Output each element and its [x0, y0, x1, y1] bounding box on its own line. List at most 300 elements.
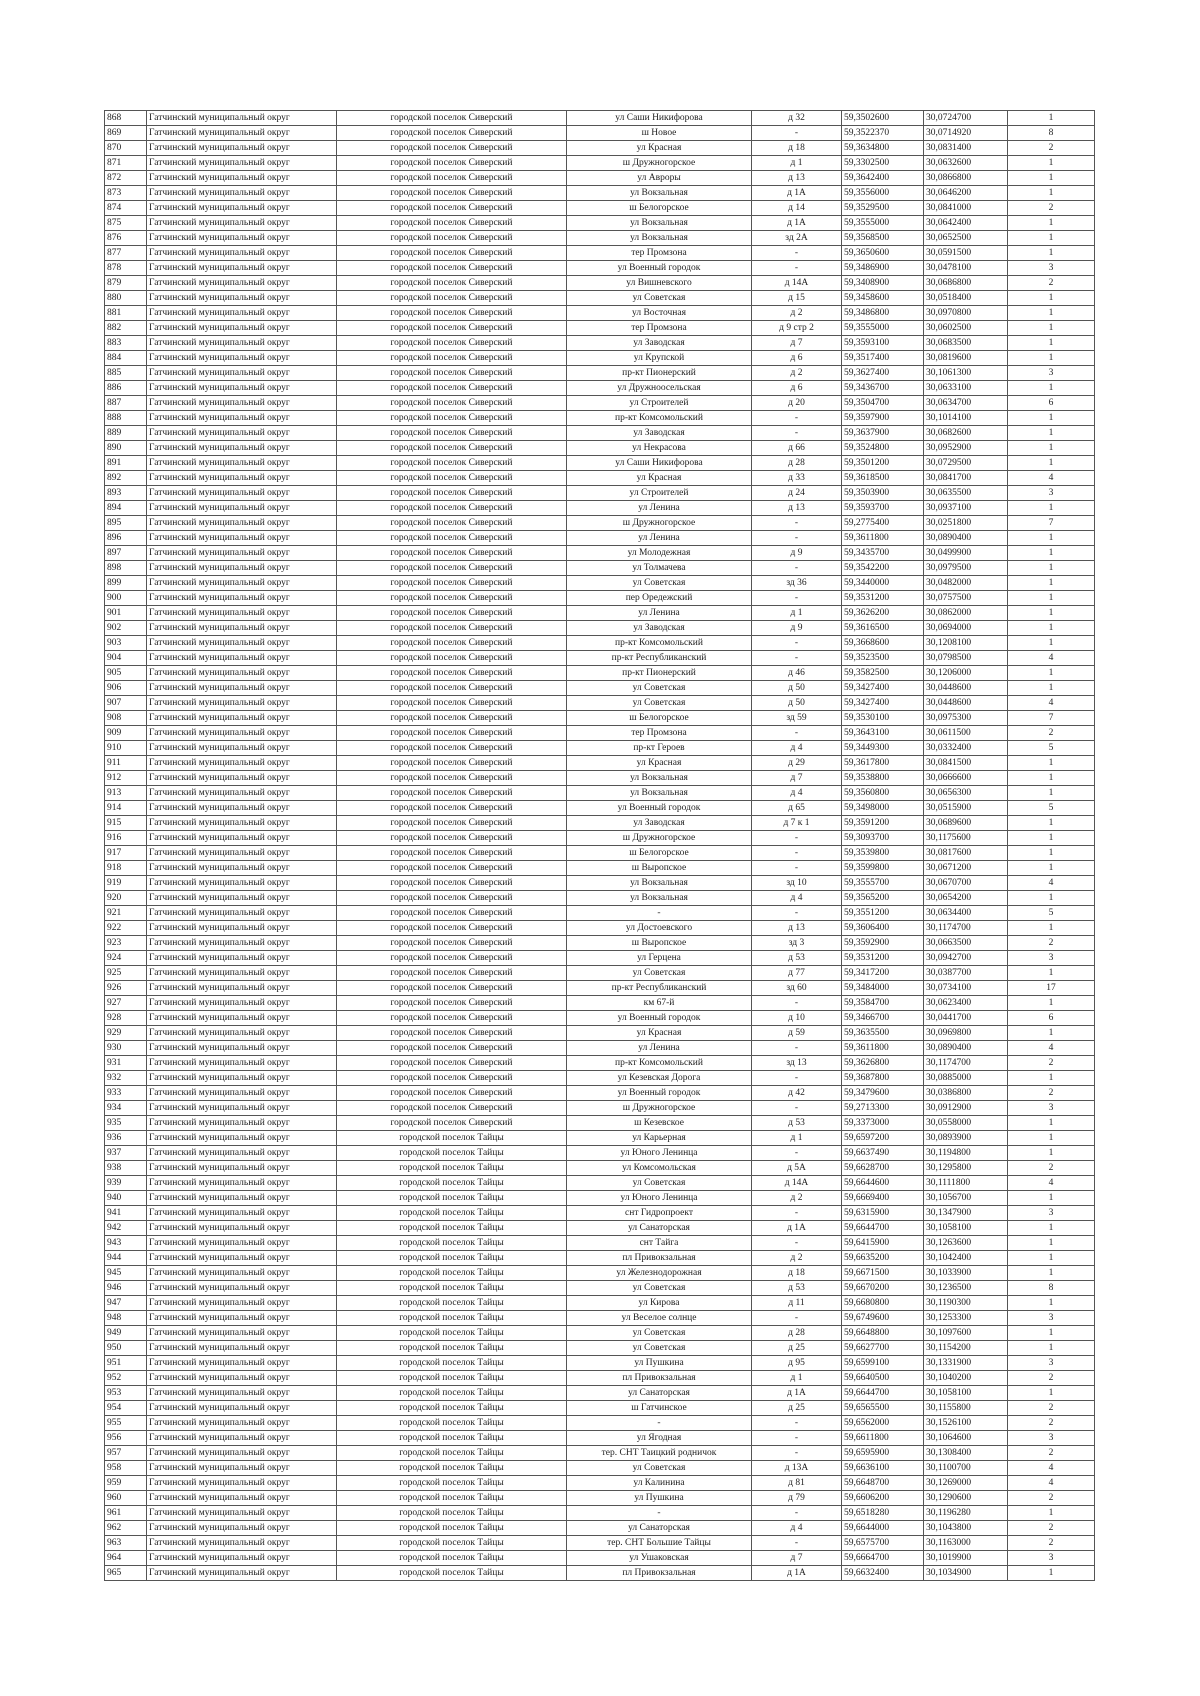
district-cell: Гатчинский муниципальный округ [147, 726, 337, 741]
district-cell: Гатчинский муниципальный округ [147, 786, 337, 801]
latitude-cell: 59,3440000 [842, 576, 924, 591]
street-cell: ул Кирова [567, 1296, 752, 1311]
longitude-cell: 30,1196280 [924, 1506, 1008, 1521]
street-cell: ш Новое [567, 126, 752, 141]
house-cell: д 53 [752, 951, 842, 966]
street-cell: ул Вокзальная [567, 891, 752, 906]
count-cell: 1 [1008, 246, 1095, 261]
district-cell: Гатчинский муниципальный округ [147, 1221, 337, 1236]
house-cell: д 1 [752, 606, 842, 621]
row-number: 917 [105, 846, 147, 861]
count-cell: 2 [1008, 1401, 1095, 1416]
district-cell: Гатчинский муниципальный округ [147, 456, 337, 471]
count-cell: 5 [1008, 801, 1095, 816]
table-row [105, 366, 1095, 381]
count-cell: 1 [1008, 1131, 1095, 1146]
district-cell: Гатчинский муниципальный округ [147, 846, 337, 861]
house-cell: д 7 к 1 [752, 816, 842, 831]
row-number: 879 [105, 276, 147, 291]
settlement-cell: городской поселок Сиверский [337, 1011, 567, 1026]
table-row [105, 546, 1095, 561]
street-cell: ул Военный городок [567, 1086, 752, 1101]
row-number: 945 [105, 1266, 147, 1281]
row-number: 870 [105, 141, 147, 156]
row-number: 922 [105, 921, 147, 936]
longitude-cell: 30,0912900 [924, 1101, 1008, 1116]
row-number: 925 [105, 966, 147, 981]
longitude-cell: 30,0819600 [924, 351, 1008, 366]
district-cell: Гатчинский муниципальный округ [147, 741, 337, 756]
settlement-cell: городской поселок Сиверский [337, 1026, 567, 1041]
latitude-cell: 59,3599800 [842, 861, 924, 876]
latitude-cell: 59,6518280 [842, 1506, 924, 1521]
count-cell: 1 [1008, 591, 1095, 606]
count-cell: 2 [1008, 1521, 1095, 1536]
street-cell: ул Вишневского [567, 276, 752, 291]
district-cell: Гатчинский муниципальный округ [147, 1116, 337, 1131]
house-cell: - [752, 561, 842, 576]
count-cell: 1 [1008, 996, 1095, 1011]
longitude-cell: 30,0671200 [924, 861, 1008, 876]
longitude-cell: 30,1056700 [924, 1191, 1008, 1206]
row-number: 957 [105, 1446, 147, 1461]
row-number: 942 [105, 1221, 147, 1236]
row-number: 956 [105, 1431, 147, 1446]
count-cell: 1 [1008, 1566, 1095, 1581]
district-cell: Гатчинский муниципальный округ [147, 1101, 337, 1116]
count-cell: 1 [1008, 576, 1095, 591]
district-cell: Гатчинский муниципальный округ [147, 1536, 337, 1551]
longitude-cell: 30,0666600 [924, 771, 1008, 786]
house-cell: д 46 [752, 666, 842, 681]
settlement-cell: городской поселок Сиверский [337, 591, 567, 606]
count-cell: 1 [1008, 1236, 1095, 1251]
settlement-cell: городской поселок Сиверский [337, 1116, 567, 1131]
table-row [105, 351, 1095, 366]
district-cell: Гатчинский муниципальный округ [147, 1491, 337, 1506]
street-cell: ул Герцена [567, 951, 752, 966]
table-row [105, 1371, 1095, 1386]
longitude-cell: 30,0866800 [924, 171, 1008, 186]
street-cell: ул Заводская [567, 816, 752, 831]
district-cell: Гатчинский муниципальный округ [147, 1251, 337, 1266]
settlement-cell: городской поселок Сиверский [337, 801, 567, 816]
district-cell: Гатчинский муниципальный округ [147, 546, 337, 561]
latitude-cell: 59,6565500 [842, 1401, 924, 1416]
street-cell: пл Привокзальная [567, 1566, 752, 1581]
street-cell: ш Гатчинское [567, 1401, 752, 1416]
house-cell: д 14А [752, 1176, 842, 1191]
longitude-cell: 30,0970800 [924, 306, 1008, 321]
district-cell: Гатчинский муниципальный округ [147, 291, 337, 306]
latitude-cell: 59,6611800 [842, 1431, 924, 1446]
row-number: 891 [105, 456, 147, 471]
latitude-cell: 59,3568500 [842, 231, 924, 246]
district-cell: Гатчинский муниципальный округ [147, 951, 337, 966]
count-cell: 2 [1008, 1491, 1095, 1506]
district-cell: Гатчинский муниципальный округ [147, 141, 337, 156]
count-cell: 8 [1008, 126, 1095, 141]
table-row [105, 801, 1095, 816]
street-cell: тер. СНТ Большие Тайцы [567, 1536, 752, 1551]
count-cell: 1 [1008, 531, 1095, 546]
latitude-cell: 59,3531200 [842, 591, 924, 606]
count-cell: 4 [1008, 1176, 1095, 1191]
latitude-cell: 59,3668600 [842, 636, 924, 651]
longitude-cell: 30,1295800 [924, 1161, 1008, 1176]
settlement-cell: городской поселок Сиверский [337, 561, 567, 576]
settlement-cell: городской поселок Сиверский [337, 156, 567, 171]
data-table [104, 110, 1095, 1581]
longitude-cell: 30,0642400 [924, 216, 1008, 231]
settlement-cell: городской поселок Сиверский [337, 501, 567, 516]
street-cell: ул Ягодная [567, 1431, 752, 1446]
count-cell: 5 [1008, 906, 1095, 921]
row-number: 965 [105, 1566, 147, 1581]
house-cell: - [752, 1101, 842, 1116]
latitude-cell: 59,3486900 [842, 261, 924, 276]
settlement-cell: городской поселок Сиверский [337, 141, 567, 156]
street-cell: ул Санаторская [567, 1221, 752, 1236]
count-cell: 1 [1008, 606, 1095, 621]
house-cell: д 81 [752, 1476, 842, 1491]
district-cell: Гатчинский муниципальный округ [147, 411, 337, 426]
street-cell: пр-кт Пионерский [567, 366, 752, 381]
street-cell: ул Дружноосельская [567, 381, 752, 396]
latitude-cell: 59,3611800 [842, 531, 924, 546]
count-cell: 1 [1008, 621, 1095, 636]
count-cell: 3 [1008, 1431, 1095, 1446]
longitude-cell: 30,1308400 [924, 1446, 1008, 1461]
count-cell: 3 [1008, 366, 1095, 381]
longitude-cell: 30,0611500 [924, 726, 1008, 741]
latitude-cell: 59,2713300 [842, 1101, 924, 1116]
district-cell: Гатчинский муниципальный округ [147, 1281, 337, 1296]
latitude-cell: 59,6415900 [842, 1236, 924, 1251]
district-cell: Гатчинский муниципальный округ [147, 531, 337, 546]
district-cell: Гатчинский муниципальный округ [147, 276, 337, 291]
settlement-cell: городской поселок Сиверский [337, 1041, 567, 1056]
table-row [105, 486, 1095, 501]
count-cell: 1 [1008, 831, 1095, 846]
street-cell: ул Ушаковская [567, 1551, 752, 1566]
row-number: 900 [105, 591, 147, 606]
street-cell: ул Саши Никифорова [567, 111, 752, 126]
latitude-cell: 59,6627700 [842, 1341, 924, 1356]
street-cell: снт Гидропроект [567, 1206, 752, 1221]
longitude-cell: 30,0979500 [924, 561, 1008, 576]
count-cell: 1 [1008, 561, 1095, 576]
table-row [105, 876, 1095, 891]
district-cell: Гатчинский муниципальный округ [147, 1191, 337, 1206]
count-cell: 1 [1008, 1386, 1095, 1401]
table-row [105, 861, 1095, 876]
longitude-cell: 30,0448600 [924, 681, 1008, 696]
table-row [105, 1131, 1095, 1146]
row-number: 892 [105, 471, 147, 486]
count-cell: 1 [1008, 1506, 1095, 1521]
row-number: 869 [105, 126, 147, 141]
table-row [105, 936, 1095, 951]
longitude-cell: 30,0663500 [924, 936, 1008, 951]
latitude-cell: 59,6562000 [842, 1416, 924, 1431]
longitude-cell: 30,0635500 [924, 486, 1008, 501]
district-cell: Гатчинский муниципальный округ [147, 441, 337, 456]
count-cell: 6 [1008, 1011, 1095, 1026]
house-cell: д 1 [752, 1371, 842, 1386]
house-cell: д 20 [752, 396, 842, 411]
count-cell: 1 [1008, 306, 1095, 321]
house-cell: - [752, 831, 842, 846]
longitude-cell: 30,1111800 [924, 1176, 1008, 1191]
latitude-cell: 59,3627400 [842, 366, 924, 381]
street-cell: пр-кт Комсомольский [567, 1056, 752, 1071]
latitude-cell: 59,3517400 [842, 351, 924, 366]
count-cell: 1 [1008, 156, 1095, 171]
longitude-cell: 30,0682600 [924, 426, 1008, 441]
street-cell: пр-кт Республиканский [567, 651, 752, 666]
house-cell: д 13А [752, 1461, 842, 1476]
house-cell: д 79 [752, 1491, 842, 1506]
street-cell: ул Заводская [567, 621, 752, 636]
count-cell: 3 [1008, 261, 1095, 276]
street-cell: ул Вокзальная [567, 786, 752, 801]
longitude-cell: 30,1190300 [924, 1296, 1008, 1311]
settlement-cell: городской поселок Тайцы [337, 1191, 567, 1206]
house-cell: д 13 [752, 501, 842, 516]
settlement-cell: городской поселок Сиверский [337, 936, 567, 951]
settlement-cell: городской поселок Сиверский [337, 546, 567, 561]
settlement-cell: городской поселок Тайцы [337, 1566, 567, 1581]
house-cell: д 18 [752, 141, 842, 156]
longitude-cell: 30,1019900 [924, 1551, 1008, 1566]
table-row [105, 216, 1095, 231]
count-cell: 2 [1008, 1161, 1095, 1176]
street-cell: ул Санаторская [567, 1386, 752, 1401]
street-cell: ул Красная [567, 141, 752, 156]
count-cell: 17 [1008, 981, 1095, 996]
house-cell: д 4 [752, 891, 842, 906]
street-cell: ул Строителей [567, 486, 752, 501]
street-cell: ул Красная [567, 1026, 752, 1041]
settlement-cell: городской поселок Сиверский [337, 966, 567, 981]
table-row [105, 516, 1095, 531]
longitude-cell: 30,0634700 [924, 396, 1008, 411]
count-cell: 1 [1008, 1026, 1095, 1041]
district-cell: Гатчинский муниципальный округ [147, 1326, 337, 1341]
latitude-cell: 59,3449300 [842, 741, 924, 756]
district-cell: Гатчинский муниципальный округ [147, 1386, 337, 1401]
district-cell: Гатчинский муниципальный округ [147, 366, 337, 381]
house-cell: д 5А [752, 1161, 842, 1176]
count-cell: 8 [1008, 1281, 1095, 1296]
row-number: 930 [105, 1041, 147, 1056]
longitude-cell: 30,0841700 [924, 471, 1008, 486]
settlement-cell: городской поселок Тайцы [337, 1281, 567, 1296]
longitude-cell: 30,1064600 [924, 1431, 1008, 1446]
settlement-cell: городской поселок Сиверский [337, 321, 567, 336]
house-cell: д 1 [752, 156, 842, 171]
district-cell: Гатчинский муниципальный округ [147, 486, 337, 501]
count-cell: 1 [1008, 861, 1095, 876]
longitude-cell: 30,0623400 [924, 996, 1008, 1011]
district-cell: Гатчинский муниципальный округ [147, 381, 337, 396]
count-cell: 2 [1008, 1446, 1095, 1461]
row-number: 947 [105, 1296, 147, 1311]
street-cell: ул Калинина [567, 1476, 752, 1491]
latitude-cell: 59,3555000 [842, 216, 924, 231]
house-cell: - [752, 126, 842, 141]
longitude-cell: 30,0441700 [924, 1011, 1008, 1026]
row-number: 944 [105, 1251, 147, 1266]
longitude-cell: 30,1208100 [924, 636, 1008, 651]
latitude-cell: 59,3436700 [842, 381, 924, 396]
row-number: 961 [105, 1506, 147, 1521]
longitude-cell: 30,0952900 [924, 441, 1008, 456]
street-cell: пр-кт Комсомольский [567, 636, 752, 651]
longitude-cell: 30,0482000 [924, 576, 1008, 591]
table-row [105, 681, 1095, 696]
district-cell: Гатчинский муниципальный округ [147, 1236, 337, 1251]
house-cell: - [752, 636, 842, 651]
row-number: 901 [105, 606, 147, 621]
count-cell: 3 [1008, 1356, 1095, 1371]
row-number: 915 [105, 816, 147, 831]
house-cell: д 7 [752, 771, 842, 786]
street-cell: ул Железнодорожная [567, 1266, 752, 1281]
count-cell: 2 [1008, 141, 1095, 156]
row-number: 963 [105, 1536, 147, 1551]
street-cell: ул Пушкина [567, 1356, 752, 1371]
district-cell: Гатчинский муниципальный округ [147, 396, 337, 411]
table-row [105, 1206, 1095, 1221]
street-cell: ул Саши Никифорова [567, 456, 752, 471]
longitude-cell: 30,0942700 [924, 951, 1008, 966]
house-cell: - [752, 1416, 842, 1431]
count-cell: 1 [1008, 1191, 1095, 1206]
settlement-cell: городской поселок Сиверский [337, 816, 567, 831]
table-row [105, 756, 1095, 771]
latitude-cell: 59,6644600 [842, 1176, 924, 1191]
table-row [105, 696, 1095, 711]
longitude-cell: 30,0975300 [924, 711, 1008, 726]
street-cell: ул Вокзальная [567, 231, 752, 246]
house-cell: д 6 [752, 351, 842, 366]
street-cell: ул Ленина [567, 606, 752, 621]
latitude-cell: 59,6644700 [842, 1386, 924, 1401]
latitude-cell: 59,3606400 [842, 921, 924, 936]
settlement-cell: городской поселок Тайцы [337, 1446, 567, 1461]
latitude-cell: 59,6644700 [842, 1221, 924, 1236]
longitude-cell: 30,0332400 [924, 741, 1008, 756]
table-row [105, 846, 1095, 861]
settlement-cell: городской поселок Сиверский [337, 1101, 567, 1116]
district-cell: Гатчинский муниципальный округ [147, 1551, 337, 1566]
settlement-cell: городской поселок Сиверский [337, 921, 567, 936]
table-row [105, 711, 1095, 726]
latitude-cell: 59,3466700 [842, 1011, 924, 1026]
row-number: 960 [105, 1491, 147, 1506]
row-number: 890 [105, 441, 147, 456]
district-cell: Гатчинский муниципальный округ [147, 471, 337, 486]
longitude-cell: 30,0478100 [924, 261, 1008, 276]
table-row [105, 921, 1095, 936]
latitude-cell: 59,3427400 [842, 696, 924, 711]
latitude-cell: 59,3597900 [842, 411, 924, 426]
longitude-cell: 30,0654200 [924, 891, 1008, 906]
house-cell: - [752, 906, 842, 921]
count-cell: 1 [1008, 291, 1095, 306]
settlement-cell: городской поселок Сиверский [337, 576, 567, 591]
table-row [105, 1296, 1095, 1311]
longitude-cell: 30,0937100 [924, 501, 1008, 516]
count-cell: 3 [1008, 951, 1095, 966]
count-cell: 1 [1008, 771, 1095, 786]
district-cell: Гатчинский муниципальный округ [147, 1296, 337, 1311]
district-cell: Гатчинский муниципальный округ [147, 1146, 337, 1161]
count-cell: 1 [1008, 681, 1095, 696]
street-cell: ш Белогорское [567, 711, 752, 726]
settlement-cell: городской поселок Тайцы [337, 1401, 567, 1416]
latitude-cell: 59,3611800 [842, 1041, 924, 1056]
table-row [105, 1401, 1095, 1416]
district-cell: Гатчинский муниципальный округ [147, 351, 337, 366]
latitude-cell: 59,3634800 [842, 141, 924, 156]
district-cell: Гатчинский муниципальный округ [147, 321, 337, 336]
latitude-cell: 59,2775400 [842, 516, 924, 531]
settlement-cell: городской поселок Сиверский [337, 291, 567, 306]
count-cell: 1 [1008, 186, 1095, 201]
table-row [105, 1191, 1095, 1206]
latitude-cell: 59,6644000 [842, 1521, 924, 1536]
settlement-cell: городской поселок Сиверский [337, 771, 567, 786]
street-cell: ул Толмачева [567, 561, 752, 576]
street-cell: снт Тайга [567, 1236, 752, 1251]
street-cell: ул Советская [567, 1461, 752, 1476]
latitude-cell: 59,3635500 [842, 1026, 924, 1041]
count-cell: 1 [1008, 1071, 1095, 1086]
house-cell: - [752, 1041, 842, 1056]
row-number: 962 [105, 1521, 147, 1536]
settlement-cell: городской поселок Тайцы [337, 1386, 567, 1401]
table-row [105, 1281, 1095, 1296]
street-cell: ул Достоевского [567, 921, 752, 936]
table-row [105, 1071, 1095, 1086]
row-number: 931 [105, 1056, 147, 1071]
street-cell: ул Строителей [567, 396, 752, 411]
street-cell: ул Советская [567, 696, 752, 711]
district-cell: Гатчинский муниципальный округ [147, 666, 337, 681]
latitude-cell: 59,3486800 [842, 306, 924, 321]
count-cell: 1 [1008, 1146, 1095, 1161]
count-cell: 7 [1008, 711, 1095, 726]
street-cell: ул Юного Ленинца [567, 1191, 752, 1206]
longitude-cell: 30,0646200 [924, 186, 1008, 201]
district-cell: Гатчинский муниципальный округ [147, 111, 337, 126]
row-number: 897 [105, 546, 147, 561]
latitude-cell: 59,3539800 [842, 846, 924, 861]
longitude-cell: 30,1040200 [924, 1371, 1008, 1386]
street-cell: ш Дружногорское [567, 516, 752, 531]
latitude-cell: 59,3687800 [842, 1071, 924, 1086]
settlement-cell: городской поселок Тайцы [337, 1431, 567, 1446]
house-cell: д 13 [752, 171, 842, 186]
settlement-cell: городской поселок Тайцы [337, 1296, 567, 1311]
settlement-cell: городской поселок Сиверский [337, 351, 567, 366]
latitude-cell: 59,3484000 [842, 981, 924, 996]
count-cell: 2 [1008, 1416, 1095, 1431]
street-cell: ул Советская [567, 1341, 752, 1356]
